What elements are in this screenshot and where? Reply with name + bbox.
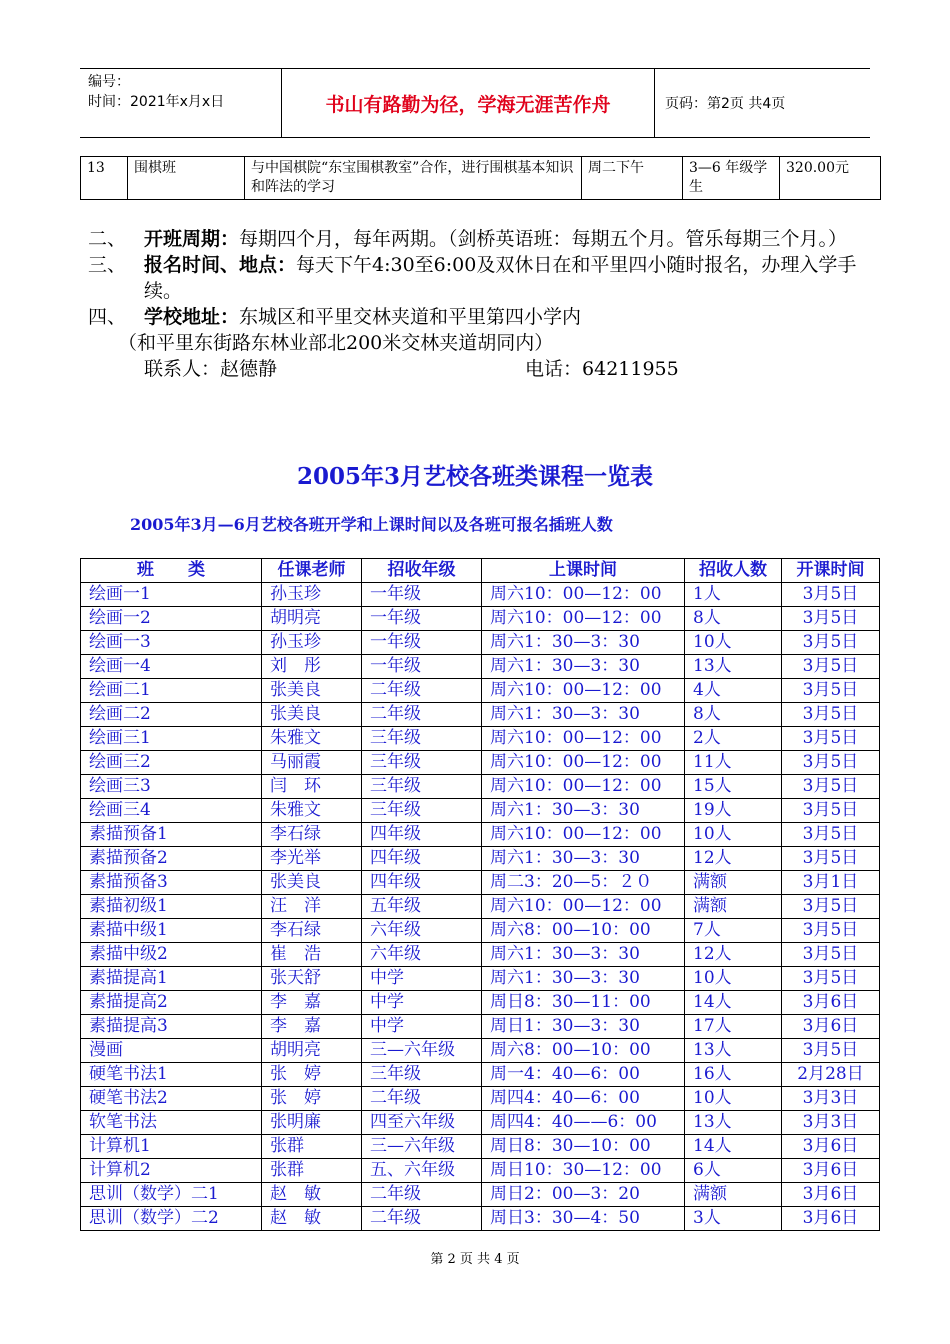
- capacity-cell: 3人: [685, 1207, 782, 1231]
- list-item: [88, 226, 878, 252]
- contact-phone: 电话：64211955: [525, 358, 679, 380]
- table-row: [81, 727, 880, 751]
- capacity-cell: 8人: [685, 703, 782, 727]
- time-cell: 周六8：00—10：00: [482, 919, 685, 943]
- class-cell: 硬笔书法1: [81, 1063, 262, 1087]
- list-item: [88, 304, 878, 330]
- start-date-cell: 3月5日: [782, 895, 880, 919]
- capacity-cell: 12人: [685, 943, 782, 967]
- column-header-start: 开课时间: [782, 559, 880, 583]
- start-date-cell: 3月5日: [782, 799, 880, 823]
- class-cell: 素描中级2: [81, 943, 262, 967]
- capacity-cell: 16人: [685, 1063, 782, 1087]
- start-date-cell: 3月5日: [782, 775, 880, 799]
- capacity-cell: 13人: [685, 655, 782, 679]
- time-cell: 周二3：20—5：２０: [482, 871, 685, 895]
- column-header-class: 班 类: [81, 559, 262, 583]
- start-date-cell: 3月6日: [782, 1135, 880, 1159]
- teacher-cell: 李石绿: [262, 823, 362, 847]
- time-cell: 周日1：30—3：30: [482, 1015, 685, 1039]
- start-date-cell: 3月6日: [782, 1183, 880, 1207]
- table-row: [81, 967, 880, 991]
- start-date-cell: 3月5日: [782, 751, 880, 775]
- start-date-cell: 3月5日: [782, 703, 880, 727]
- start-date-cell: 3月1日: [782, 871, 880, 895]
- time-cell: 周日8：30—10：00: [482, 1135, 685, 1159]
- table-row: [81, 895, 880, 919]
- grade-cell: 二年级: [362, 703, 482, 727]
- teacher-cell: 张美良: [262, 679, 362, 703]
- start-date-cell: 3月6日: [782, 1207, 880, 1231]
- schedule-title: 2005年3月艺校各班类课程一览表: [296, 463, 654, 490]
- time-cell: 周六10：00—12：00: [482, 775, 685, 799]
- time-cell: 周四4：40——6：00: [482, 1111, 685, 1135]
- start-date-cell: 3月5日: [782, 967, 880, 991]
- table-row: [81, 1087, 880, 1111]
- start-date-cell: 2月28日: [782, 1063, 880, 1087]
- capacity-cell: 15人: [685, 775, 782, 799]
- start-date-cell: 3月6日: [782, 991, 880, 1015]
- start-date-cell: 3月5日: [782, 583, 880, 607]
- grade-cell: 五年级: [362, 895, 482, 919]
- time-cell: 周六10：00—12：00: [482, 727, 685, 751]
- teacher-cell: 张天舒: [262, 967, 362, 991]
- table-row: [81, 1063, 880, 1087]
- teacher-cell: 张 婷: [262, 1063, 362, 1087]
- time-cell: 周六1：30—3：30: [482, 703, 685, 727]
- continued-course-table: [80, 156, 881, 200]
- grade-cell: 二年级: [362, 1183, 482, 1207]
- header-page-label: 页码：第2页 共4页: [665, 96, 786, 112]
- class-cell: 绘画一4: [81, 655, 262, 679]
- section-title: 开班周期：: [144, 228, 240, 250]
- teacher-cell: 马丽霞: [262, 751, 362, 775]
- teacher-cell: 张 婷: [262, 1087, 362, 1111]
- table-row: [81, 1015, 880, 1039]
- class-cell: 绘画三3: [81, 775, 262, 799]
- class-cell: 素描预备3: [81, 871, 262, 895]
- table-row: [81, 1111, 880, 1135]
- capacity-cell: 1人: [685, 583, 782, 607]
- class-cell: 计算机1: [81, 1135, 262, 1159]
- time-cell: 周六8：00—10：00: [482, 1039, 685, 1063]
- table-row: [81, 1207, 880, 1231]
- table-row: [81, 157, 881, 200]
- grade-cell: 六年级: [362, 919, 482, 943]
- capacity-cell: 10人: [685, 631, 782, 655]
- grade-cell: 四至六年级: [362, 1111, 482, 1135]
- time-cell: 周一4：40—6：00: [482, 1063, 685, 1087]
- grade-cell: 中学: [362, 1015, 482, 1039]
- grade-cell: 中学: [362, 967, 482, 991]
- grade-cell: 三—六年级: [362, 1135, 482, 1159]
- capacity-cell: 17人: [685, 1015, 782, 1039]
- capacity-cell: 10人: [685, 823, 782, 847]
- class-cell: 漫画: [81, 1039, 262, 1063]
- grade-cell: 中学: [362, 991, 482, 1015]
- class-cell: 绘画三4: [81, 799, 262, 823]
- section-number: 四、: [88, 306, 127, 328]
- capacity-cell: 14人: [685, 1135, 782, 1159]
- time-cell: 周日2：00—3：20: [482, 1183, 685, 1207]
- grade-cell: 三年级: [362, 1063, 482, 1087]
- class-cell: 绘画二2: [81, 703, 262, 727]
- teacher-cell: 张明廉: [262, 1111, 362, 1135]
- table-header-row: [81, 559, 880, 583]
- class-cell: 硬笔书法2: [81, 1087, 262, 1111]
- grade-cell: 四年级: [362, 847, 482, 871]
- teacher-cell: 崔 浩: [262, 943, 362, 967]
- time-cell: 周六10：00—12：00: [482, 607, 685, 631]
- grade-cell: 四年级: [362, 823, 482, 847]
- time-cell: 周六1：30—3：30: [482, 943, 685, 967]
- time-cell: 周日8：30—11：00: [482, 991, 685, 1015]
- class-cell: 素描预备2: [81, 847, 262, 871]
- grade-cell: 一年级: [362, 655, 482, 679]
- grade-cell: 一年级: [362, 607, 482, 631]
- capacity-cell: 满额: [685, 1183, 782, 1207]
- start-date-cell: 3月5日: [782, 943, 880, 967]
- section-number: 三、: [88, 254, 127, 276]
- start-date-cell: 3月5日: [782, 727, 880, 751]
- grade-cell: 三年级: [362, 799, 482, 823]
- start-date-cell: 3月6日: [782, 1015, 880, 1039]
- teacher-cell: 胡明亮: [262, 1039, 362, 1063]
- start-date-cell: 3月5日: [782, 631, 880, 655]
- schedule-table: [80, 558, 880, 1231]
- grade-cell: 六年级: [362, 943, 482, 967]
- header-motto: 书山有路勤为径，学海无涯苦作舟: [282, 69, 655, 137]
- page-header: [80, 68, 870, 138]
- schedule-subtitle: 2005年3月—6月艺校各班开学和上课时间以及各班可报名插班人数: [130, 515, 613, 534]
- teacher-cell: 孙玉珍: [262, 631, 362, 655]
- time-cell: 周六10：00—12：00: [482, 895, 685, 919]
- start-date-cell: 3月5日: [782, 847, 880, 871]
- table-row: [81, 1183, 880, 1207]
- capacity-cell: 满额: [685, 871, 782, 895]
- section-title: 学校地址：: [144, 306, 240, 328]
- time-cell: 周六10：00—12：00: [482, 583, 685, 607]
- class-fee: 320.00元: [780, 157, 881, 200]
- class-grade: 3—6 年级学生: [683, 157, 780, 200]
- table-row: [81, 631, 880, 655]
- class-cell: 绘画二1: [81, 679, 262, 703]
- teacher-cell: 张群: [262, 1135, 362, 1159]
- teacher-cell: 赵 敏: [262, 1207, 362, 1231]
- teacher-cell: 张美良: [262, 703, 362, 727]
- table-row: [81, 919, 880, 943]
- column-header-time: 上课时间: [482, 559, 685, 583]
- class-cell: 素描提高1: [81, 967, 262, 991]
- class-cell: 绘画三2: [81, 751, 262, 775]
- table-row: [81, 583, 880, 607]
- table-row: [81, 655, 880, 679]
- grade-cell: 五、六年级: [362, 1159, 482, 1183]
- table-row: [81, 751, 880, 775]
- teacher-cell: 孙玉珍: [262, 583, 362, 607]
- list-item: [88, 252, 878, 304]
- teacher-cell: 李光举: [262, 847, 362, 871]
- class-cell: 计算机2: [81, 1159, 262, 1183]
- teacher-cell: 张美良: [262, 871, 362, 895]
- capacity-cell: 10人: [685, 1087, 782, 1111]
- time-cell: 周六1：30—3：30: [482, 631, 685, 655]
- capacity-cell: 6人: [685, 1159, 782, 1183]
- capacity-cell: 14人: [685, 991, 782, 1015]
- table-row: [81, 871, 880, 895]
- row-number: 13: [81, 157, 128, 200]
- grade-cell: 三年级: [362, 751, 482, 775]
- teacher-cell: 朱雅文: [262, 727, 362, 751]
- teacher-cell: 闫 环: [262, 775, 362, 799]
- teacher-cell: 朱雅文: [262, 799, 362, 823]
- contact-line: [88, 356, 878, 382]
- table-row: [81, 799, 880, 823]
- time-cell: 周日3：30—4：50: [482, 1207, 685, 1231]
- grade-cell: 三年级: [362, 727, 482, 751]
- code-label: 编号：: [88, 74, 130, 90]
- section-text: 每天下午4:30至6:00及双休日在和平里四小随时报名，办理入学手续。: [144, 254, 857, 302]
- contact-person: 联系人：赵德静: [144, 358, 278, 380]
- start-date-cell: 3月5日: [782, 823, 880, 847]
- column-header-teacher: 任课老师: [262, 559, 362, 583]
- capacity-cell: 13人: [685, 1111, 782, 1135]
- teacher-cell: 李 嘉: [262, 991, 362, 1015]
- start-date-cell: 3月5日: [782, 655, 880, 679]
- time-cell: 周四4：40—6：00: [482, 1087, 685, 1111]
- capacity-cell: 13人: [685, 1039, 782, 1063]
- teacher-cell: 汪 洋: [262, 895, 362, 919]
- time-cell: 周六10：00—12：00: [482, 751, 685, 775]
- start-date-cell: 3月3日: [782, 1111, 880, 1135]
- time-cell: 周六1：30—3：30: [482, 655, 685, 679]
- time-cell: 周六1：30—3：30: [482, 967, 685, 991]
- time-cell: 周六10：00—12：00: [482, 823, 685, 847]
- time-cell: 周六10：00—12：00: [482, 679, 685, 703]
- class-cell: 思训（数学）二1: [81, 1183, 262, 1207]
- capacity-cell: 10人: [685, 967, 782, 991]
- class-cell: 绘画一3: [81, 631, 262, 655]
- class-description: 与中国棋院“东宝围棋教室”合作，进行围棋基本知识和阵法的学习: [245, 157, 582, 200]
- section-text: 每期四个月，每年两期。（剑桥英语班：每期五个月。管乐每期三个月。）: [239, 228, 848, 250]
- teacher-cell: 刘 彤: [262, 655, 362, 679]
- class-cell: 软笔书法: [81, 1111, 262, 1135]
- class-cell: 素描初级1: [81, 895, 262, 919]
- grade-cell: 四年级: [362, 871, 482, 895]
- table-row: [81, 1159, 880, 1183]
- class-cell: 素描中级1: [81, 919, 262, 943]
- info-list: [88, 226, 878, 382]
- class-cell: 素描提高2: [81, 991, 262, 1015]
- capacity-cell: 满额: [685, 895, 782, 919]
- grade-cell: 一年级: [362, 631, 482, 655]
- teacher-cell: 胡明亮: [262, 607, 362, 631]
- start-date-cell: 3月5日: [782, 1039, 880, 1063]
- capacity-cell: 7人: [685, 919, 782, 943]
- grade-cell: 二年级: [362, 1087, 482, 1111]
- time-label: 时间：2021年x月x日: [88, 94, 225, 110]
- capacity-cell: 2人: [685, 727, 782, 751]
- grade-cell: 二年级: [362, 679, 482, 703]
- teacher-cell: 李石绿: [262, 919, 362, 943]
- table-row: [81, 943, 880, 967]
- start-date-cell: 3月5日: [782, 919, 880, 943]
- column-header-capacity: 招收人数: [685, 559, 782, 583]
- grade-cell: 三—六年级: [362, 1039, 482, 1063]
- class-cell: 绘画一2: [81, 607, 262, 631]
- grade-cell: 二年级: [362, 1207, 482, 1231]
- section-text: 东城区和平里交林夹道和平里第四小学内: [239, 306, 582, 328]
- start-date-cell: 3月5日: [782, 607, 880, 631]
- capacity-cell: 19人: [685, 799, 782, 823]
- capacity-cell: 4人: [685, 679, 782, 703]
- table-row: [81, 703, 880, 727]
- class-cell: 绘画三1: [81, 727, 262, 751]
- class-name: 围棋班: [128, 157, 245, 200]
- table-row: [81, 1039, 880, 1063]
- teacher-cell: 张群: [262, 1159, 362, 1183]
- table-row: [81, 775, 880, 799]
- address-note: （和平里东街路东林业部北200米交林夹道胡同内）: [118, 332, 554, 354]
- capacity-cell: 12人: [685, 847, 782, 871]
- class-cell: 素描预备1: [81, 823, 262, 847]
- class-time: 周二下午: [582, 157, 683, 200]
- capacity-cell: 8人: [685, 607, 782, 631]
- start-date-cell: 3月5日: [782, 679, 880, 703]
- teacher-cell: 李 嘉: [262, 1015, 362, 1039]
- section-number: 二、: [88, 228, 127, 250]
- class-cell: 绘画一1: [81, 583, 262, 607]
- table-row: [81, 991, 880, 1015]
- grade-cell: 三年级: [362, 775, 482, 799]
- table-row: [81, 1135, 880, 1159]
- capacity-cell: 11人: [685, 751, 782, 775]
- teacher-cell: 赵 敏: [262, 1183, 362, 1207]
- class-cell: 素描提高3: [81, 1015, 262, 1039]
- table-row: [81, 679, 880, 703]
- class-cell: 思训（数学）二2: [81, 1207, 262, 1231]
- page-footer: 第 2 页 共 4 页: [430, 1252, 520, 1267]
- grade-cell: 一年级: [362, 583, 482, 607]
- table-row: [81, 823, 880, 847]
- time-cell: 周日10：30—12：00: [482, 1159, 685, 1183]
- table-row: [81, 847, 880, 871]
- section-title: 报名时间、地点：: [144, 254, 297, 276]
- column-header-grade: 招收年级: [362, 559, 482, 583]
- start-date-cell: 3月6日: [782, 1159, 880, 1183]
- header-meta: [80, 69, 282, 137]
- start-date-cell: 3月3日: [782, 1087, 880, 1111]
- time-cell: 周六1：30—3：30: [482, 799, 685, 823]
- time-cell: 周六1：30—3：30: [482, 847, 685, 871]
- table-row: [81, 607, 880, 631]
